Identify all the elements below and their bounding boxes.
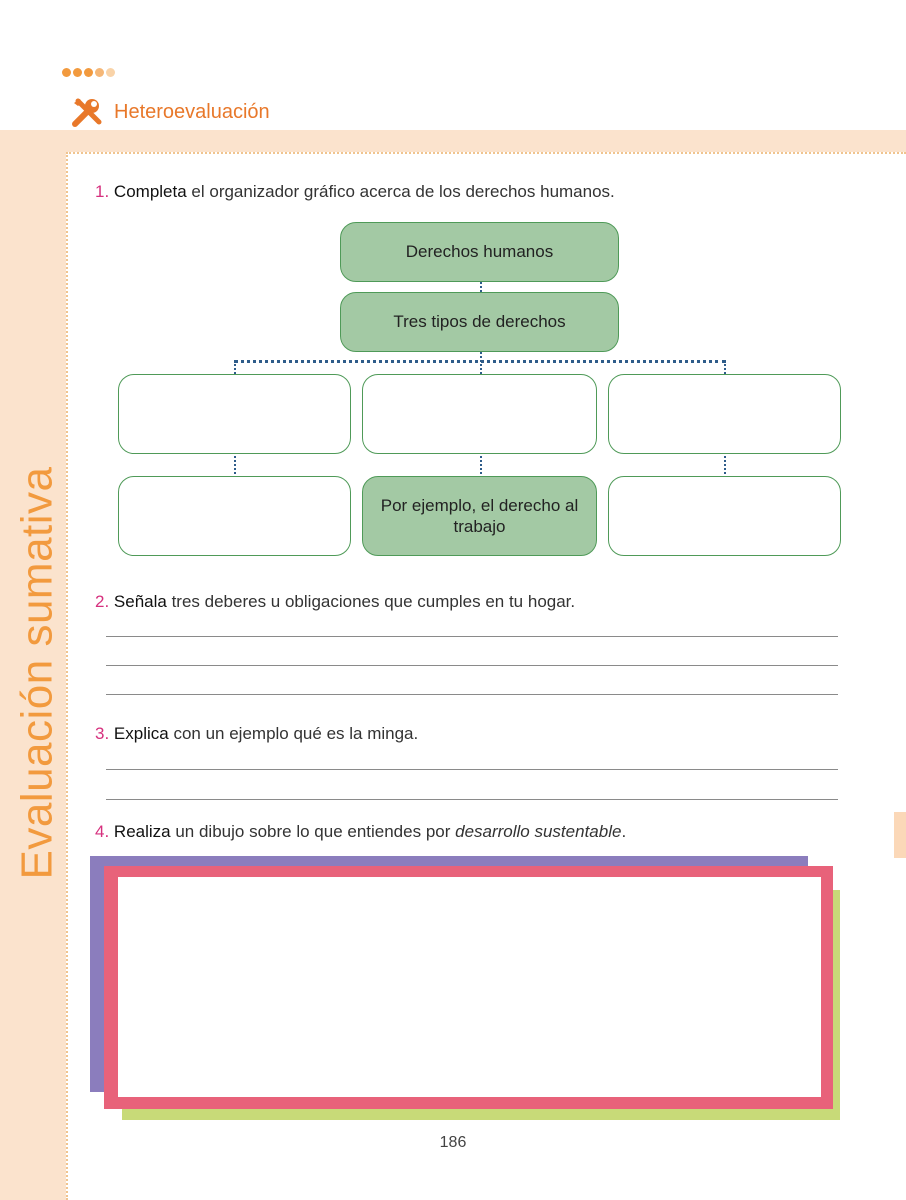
connector	[480, 456, 482, 474]
answer-box-type-1[interactable]	[118, 374, 351, 454]
question-4	[95, 822, 626, 842]
question-text: un dibujo sobre lo que entiendes por	[170, 822, 456, 841]
question-text: el organizador gráfico acerca de los derechos humanos.	[186, 182, 615, 201]
question-verb: Realiza	[113, 822, 171, 841]
connector	[234, 360, 236, 374]
question-number: 4.	[95, 822, 110, 841]
answer-box-type-2[interactable]	[362, 374, 597, 454]
progress-dots	[62, 68, 115, 77]
organizer-sub-label: Tres tipos de derechos	[393, 312, 566, 332]
answer-line[interactable]	[106, 636, 838, 637]
connector	[480, 352, 482, 374]
answer-box-example-3[interactable]	[608, 476, 841, 556]
question-number: 1.	[95, 182, 110, 201]
question-verb: Señala	[113, 592, 167, 611]
page-number: 186	[439, 1134, 467, 1151]
answer-line[interactable]	[106, 694, 838, 695]
section-header	[72, 97, 270, 127]
question-3	[95, 724, 418, 744]
answer-box-example-1[interactable]	[118, 476, 351, 556]
answer-line[interactable]	[106, 665, 838, 666]
question-italic-term: desarrollo sustentable	[455, 822, 622, 841]
side-title-text: Evaluación sumativa	[13, 466, 63, 880]
question-text: con un ejemplo qué es la minga.	[168, 724, 419, 743]
dot	[95, 68, 104, 77]
connector	[724, 456, 726, 474]
section-title: Heteroevaluación	[114, 100, 270, 123]
dot	[62, 68, 71, 77]
dot	[84, 68, 93, 77]
drawing-area[interactable]	[118, 877, 821, 1097]
organizer-example-box	[362, 476, 597, 556]
question-number: 2.	[95, 592, 110, 611]
dot	[73, 68, 82, 77]
question-verb: Explica	[113, 724, 169, 743]
question-text: tres deberes u obligaciones que cumples en tu hogar.	[166, 592, 576, 611]
question-verb: Completa	[113, 182, 187, 201]
organizer-sub-box	[340, 292, 619, 352]
answer-line[interactable]	[106, 769, 838, 770]
connector	[234, 456, 236, 474]
page-edge-tab	[894, 812, 906, 858]
question-2	[95, 592, 575, 612]
question-1	[95, 182, 615, 202]
organizer-top-box	[340, 222, 619, 282]
question-number: 3.	[95, 724, 110, 743]
connector-horizontal	[234, 360, 726, 363]
connector	[480, 282, 482, 292]
vertical-section-title	[8, 466, 68, 880]
organizer-example-label: Por ejemplo, el derecho al trabajo	[380, 495, 579, 536]
answer-line[interactable]	[106, 799, 838, 800]
dot	[106, 68, 115, 77]
question-end: .	[621, 822, 627, 841]
answer-box-type-3[interactable]	[608, 374, 841, 454]
dotted-border-top	[66, 152, 906, 154]
organizer-top-label: Derechos humanos	[405, 242, 554, 262]
tools-icon	[72, 97, 106, 127]
connector	[724, 360, 726, 374]
header-band	[66, 130, 906, 152]
